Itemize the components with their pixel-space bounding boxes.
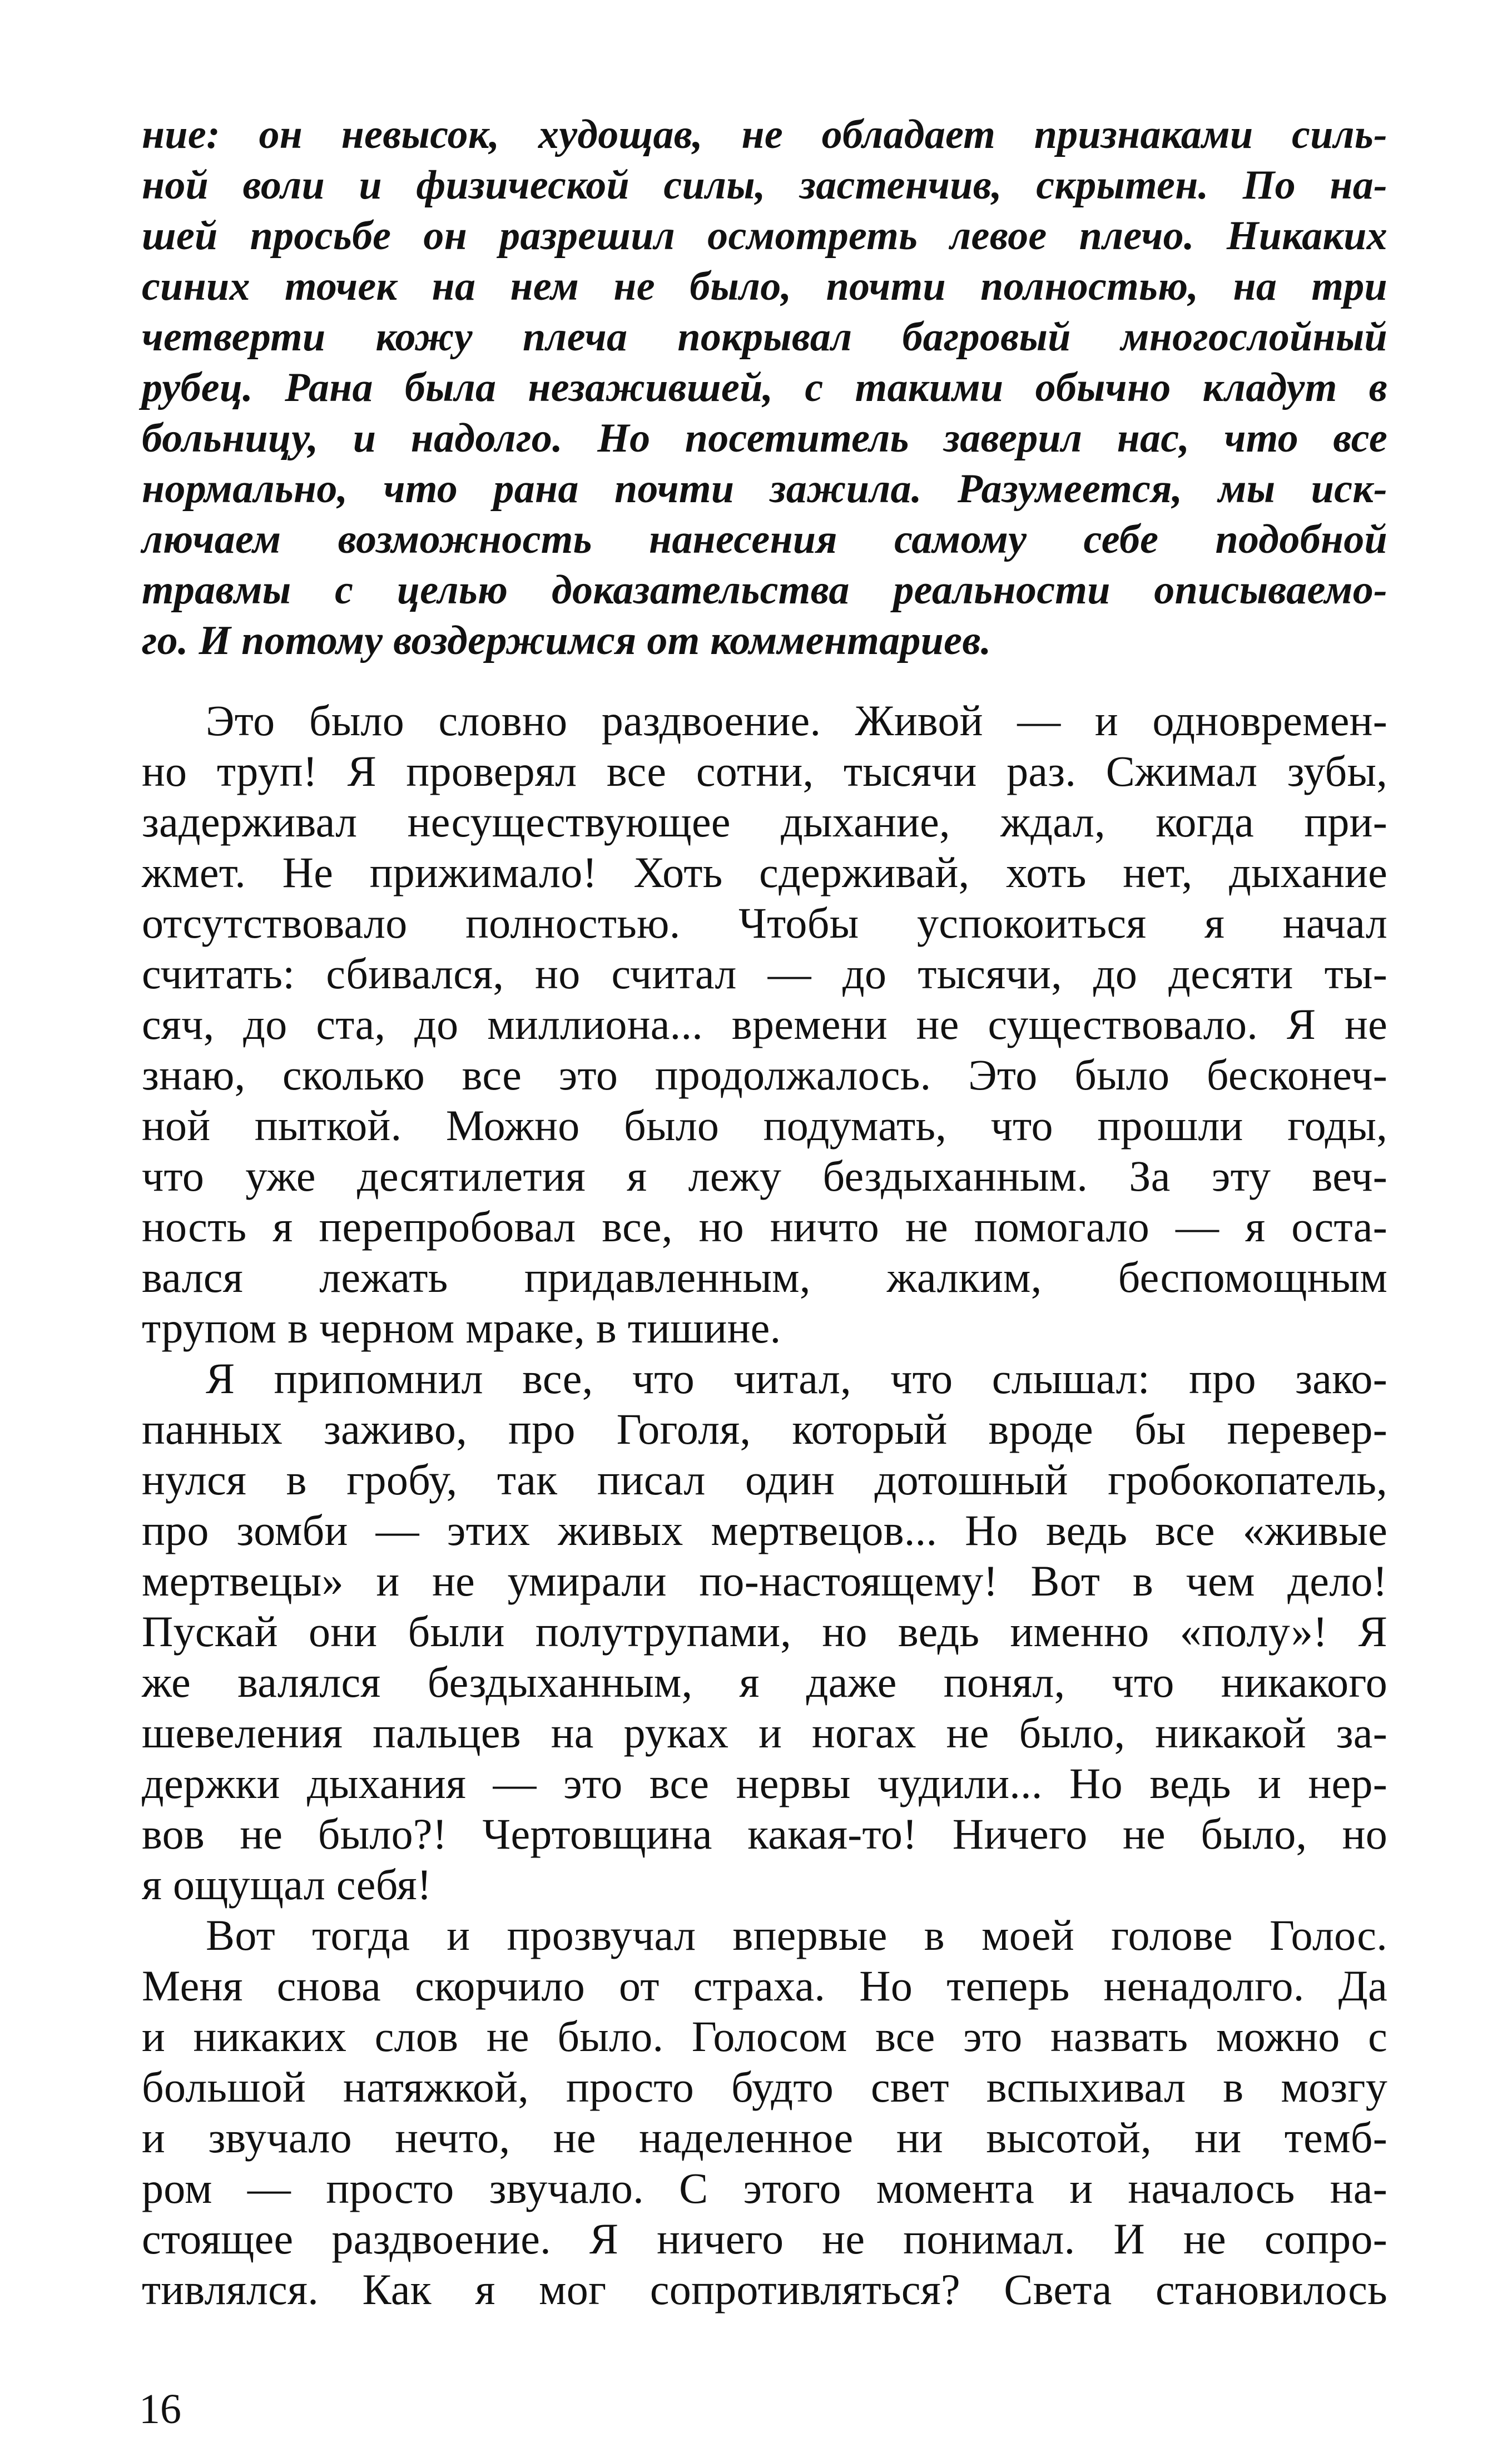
body-line: отсутствовало полностью. Чтобы успокоиться я начал xyxy=(142,899,1387,947)
italic-line: нормально, что рана почти зажила. Разумеется, мы иск- xyxy=(142,466,1387,512)
italic-line: четверти кожу плеча покрывал багровый многослойный xyxy=(142,314,1387,360)
body-line: ность я перепробовал все, но ничто не помогало — я оста- xyxy=(142,1202,1387,1251)
italic-line: рубец. Рана была незажившей, с такими обычно кладут в xyxy=(142,365,1387,410)
italic-line: травмы с целью доказательства реальности описываемо- xyxy=(142,567,1387,613)
body-line: стоящее раздвоение. Я ничего не понимал. И не сопро- xyxy=(142,2215,1387,2263)
body-line: большой натяжкой, просто будто свет вспыхивал в мозгу xyxy=(142,2063,1387,2111)
italic-line: лючаем возможность нанесения самому себе подобной xyxy=(142,517,1387,562)
body-line: задерживал несуществующее дыхание, ждал, когда при- xyxy=(142,797,1387,846)
body-line: Пускай они были полутрупами, но ведь именно «полу»! Я xyxy=(142,1607,1387,1656)
italic-line: шей просьбе он разрешил осмотреть левое плечо. Никаких xyxy=(142,213,1387,259)
body-line: вов не было?! Чертовщина какая-то! Ничего не было, но xyxy=(142,1810,1387,1858)
body-line: знаю, сколько все это продолжалось. Это было бесконеч- xyxy=(142,1051,1387,1099)
body-line: Вот тогда и прозвучал впервые в моей голове Голос. xyxy=(206,1911,1387,1959)
body-line: вался лежать придавленным, жалким, беспомощным xyxy=(142,1253,1387,1301)
body-line: мертвецы» и не умирали по-настоящему! Вот в чем дело! xyxy=(142,1557,1387,1605)
italic-line: ной воли и физической силы, застенчив, скрытен. По на- xyxy=(142,162,1387,208)
italic-line: больницу, и надолго. Но посетитель заверил нас, что все xyxy=(142,415,1387,461)
body-line: шевеления пальцев на руках и ногах не было, никакой за- xyxy=(142,1708,1387,1757)
body-line: но труп! Я проверял все сотни, тысячи раз. Сжимал зубы, xyxy=(142,747,1387,795)
body-line: панных заживо, про Гоголя, который вроде бы перевер- xyxy=(142,1405,1387,1453)
body-line: трупом в черном мраке, в тишине. xyxy=(142,1304,781,1352)
body-line: и звучало нечто, не наделенное ни высотой, ни темб- xyxy=(142,2113,1387,2162)
italic-line: синих точек на нем не было, почти полностью, на три xyxy=(142,264,1387,309)
italic-line: ние: он невысок, худощав, не обладает признаками силь- xyxy=(142,112,1387,157)
body-line: же валялся бездыханным, я даже понял, что никакого xyxy=(142,1658,1387,1706)
italic-line: го. И потому воздержимся от комментариев. xyxy=(142,618,992,663)
body-line: ной пыткой. Можно было подумать, что прошли годы, xyxy=(142,1101,1387,1150)
body-line: жмет. Не прижимало! Хоть сдерживай, хоть нет, дыхание xyxy=(142,848,1387,896)
body-line: Это было словно раздвоение. Живой — и одновремен- xyxy=(206,696,1387,745)
body-line: сяч, до ста, до миллиона... времени не существовало. Я не xyxy=(142,1000,1387,1048)
body-line: нулся в гробу, так писал один дотошный гробокопатель, xyxy=(142,1455,1387,1504)
body-line: считать: сбивался, но считал — до тысячи, до десяти ты- xyxy=(142,949,1387,998)
page-number: 16 xyxy=(139,2386,181,2433)
body-line: я ощущал себя! xyxy=(142,1860,432,1909)
body-line: тивлялся. Как я мог сопротивляться? Света становилось xyxy=(142,2265,1387,2314)
body-line: про зомби — этих живых мертвецов... Но ведь все «живые xyxy=(142,1506,1387,1554)
body-line: ром — просто звучало. С этого момента и началось на- xyxy=(142,2164,1387,2212)
body-line: Меня снова скорчило от страха. Но теперь ненадолго. Да xyxy=(142,1961,1387,2010)
body-line: и никаких слов не было. Голосом все это назвать можно с xyxy=(142,2012,1387,2060)
body-line: что уже десятилетия я лежу бездыханным. За эту веч- xyxy=(142,1152,1387,1200)
body-line: Я припомнил все, что читал, что слышал: про зако- xyxy=(206,1354,1387,1403)
body-line: держки дыхания — это все нервы чудили... Но ведь и нер- xyxy=(142,1759,1387,1807)
